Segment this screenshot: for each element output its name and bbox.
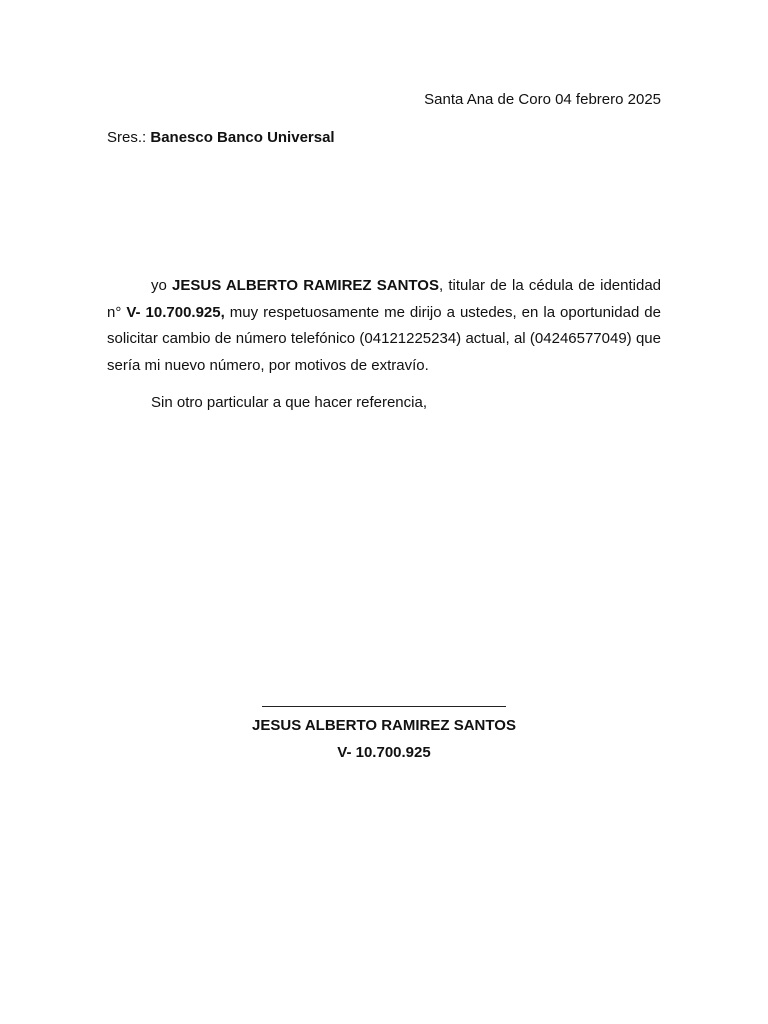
body-request: muy respetuosamente me dirijo a ustedes, en la oportunidad de solicitar cambio de número telefónico (04121225234) actual, al (04246577049) que sería mi nuevo número, por motivos de extravío. [107,303,661,374]
body-id-intro: , titular de la cédula de identidad n° [107,277,662,321]
letter-date: Santa Ana de Coro 04 febrero 2025 [424,91,661,108]
signature-name: JESUS ALBERTO RAMIREZ SANTOS [252,717,516,734]
recipient-name: Banesco Banco Universal [150,129,335,146]
signature-id: V- 10.700.925 [337,744,431,761]
signature-line [262,706,506,707]
recipient-prefix: Sres.: [107,129,147,146]
closing-line: Sin otro particular a que hacer referencia, [151,394,427,411]
letter-body [107,273,661,379]
body-applicant-id: V- 10.700.925, [126,303,225,321]
body-applicant-name: JESUS ALBERTO RAMIREZ SANTOS [172,277,439,294]
body-intro: yo [151,277,173,294]
recipient-line [107,128,335,148]
